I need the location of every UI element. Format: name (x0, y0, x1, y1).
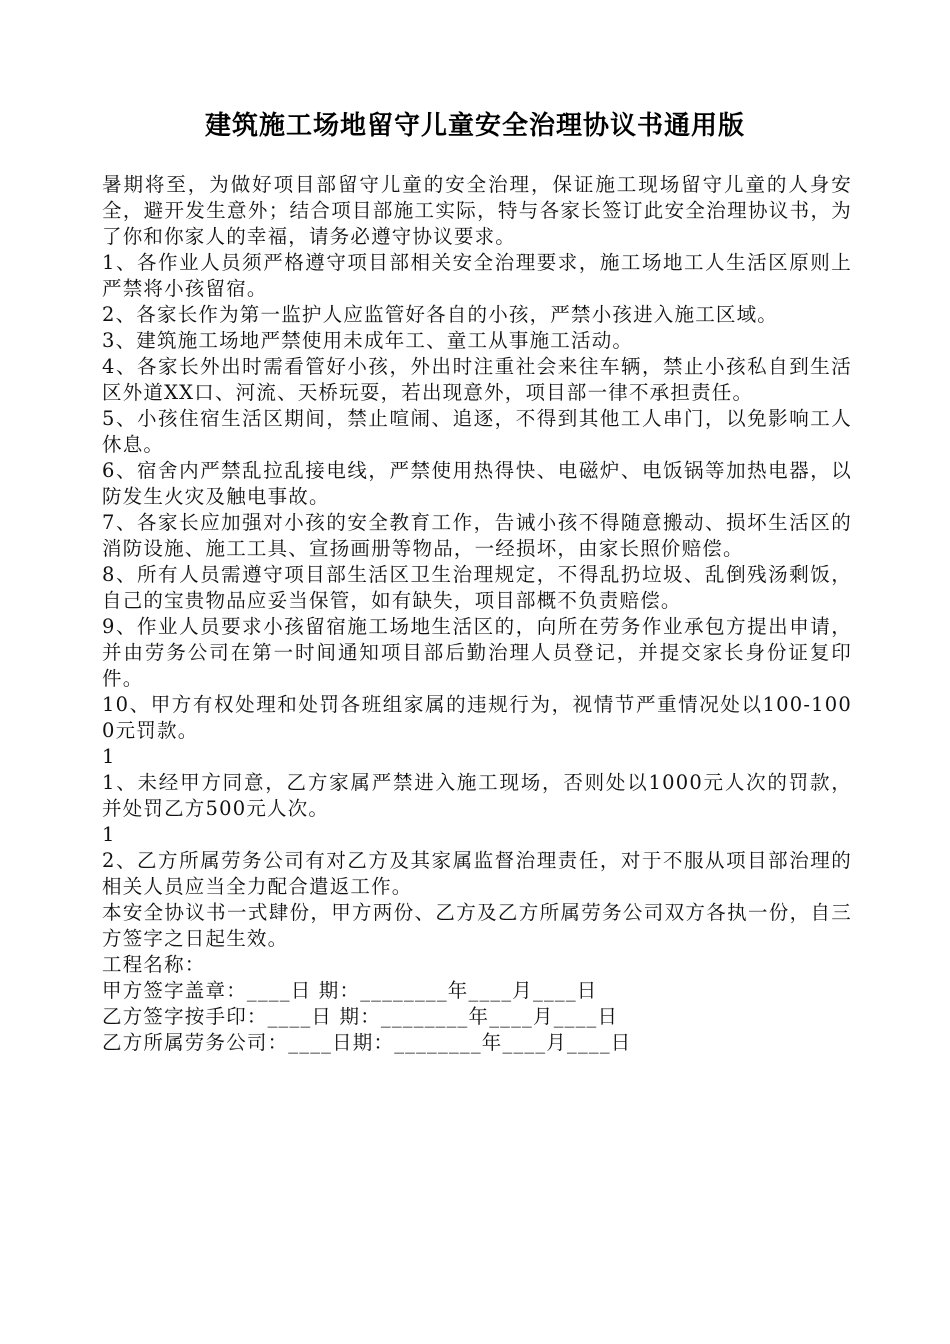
section-number: 1 (102, 823, 116, 846)
clause-3: 3、建筑施工场地严禁使用未成年工、童工从事施工活动。 (102, 329, 634, 352)
document-body (102, 172, 852, 1056)
clause-4: 4、各家长外出时需看管好小孩，外出时注重社会来往车辆，禁止小孩私自到生活区外道XX口、河流、天桥玩耍，若出现意外，项目部一律不承担责任。 (102, 355, 852, 404)
clause-8: 8、所有人员需遵守项目部生活区卫生治理规定，不得乱扔垃圾、乱倒残汤剩饭，自己的宝贵物品应妥当保管，如有缺失，项目部概不负责赔偿。 (102, 563, 852, 612)
signature-line-party-a: 甲方签字盖章：____日 期：________年____月____日 (102, 979, 598, 1002)
document-title: 建筑施工场地留守儿童安全治理协议书通用版 (204, 111, 745, 141)
signature-line-labor-company: 乙方所属劳务公司：____日期：________年____月____日 (102, 1031, 632, 1054)
signature-block (102, 978, 852, 1056)
clause-6: 6、宿舍内严禁乱拉乱接电线，严禁使用热得快、电磁炉、电饭锅等加热电器，以防发生火灾及触电事故。 (102, 459, 852, 508)
penalty-clause-1: 1、未经甲方同意，乙方家属严禁进入施工现场，否则处以1000元人次的罚款，并处罚乙方500元人次。 (102, 771, 852, 820)
intro-paragraph: 暑期将至，为做好项目部留守儿童的安全治理，保证施工现场留守儿童的人身安全，避开发生意外；结合项目部施工实际，特与各家长签订此安全治理协议书，为了你和你家人的幸福，请务必遵守协议要求。 (102, 173, 852, 248)
clause-9: 9、作业人员要求小孩留宿施工场地生活区的，向所在劳务作业承包方提出申请，并由劳务公司在第一时间通知项目部后勤治理人员登记，并提交家长身份证复印件。 (102, 615, 852, 690)
section-number: 1 (102, 745, 116, 768)
validity-statement: 本安全协议书一式肆份，甲方两份、乙方及乙方所属劳务公司双方各执一份，自三方签字之日起生效。 (102, 901, 852, 950)
clause-1: 1、各作业人员须严格遵守项目部相关安全治理要求，施工场地工人生活区原则上严禁将小孩留宿。 (102, 251, 852, 300)
clause-7: 7、各家长应加强对小孩的安全教育工作，告诫小孩不得随意搬动、损坏生活区的消防设施、施工工具、宣扬画册等物品，一经损坏，由家长照价赔偿。 (102, 511, 852, 560)
clause-2: 2、各家长作为第一监护人应监管好各自的小孩，严禁小孩进入施工区域。 (102, 303, 779, 326)
clause-10: 10、甲方有权处理和处罚各班组家属的违规行为，视情节严重情况处以100-1000元罚款。 (102, 693, 852, 742)
signature-line-party-b: 乙方签字按手印：____日 期：________年____月____日 (102, 1005, 619, 1028)
penalty-clause-2: 2、乙方所属劳务公司有对乙方及其家属监督治理责任，对于不服从项目部治理的相关人员应当全力配合遣返工作。 (102, 849, 852, 898)
project-name-line: 工程名称： (102, 953, 206, 976)
clause-5: 5、小孩住宿生活区期间，禁止喧闹、追逐，不得到其他工人串门，以免影响工人休息。 (102, 407, 852, 456)
